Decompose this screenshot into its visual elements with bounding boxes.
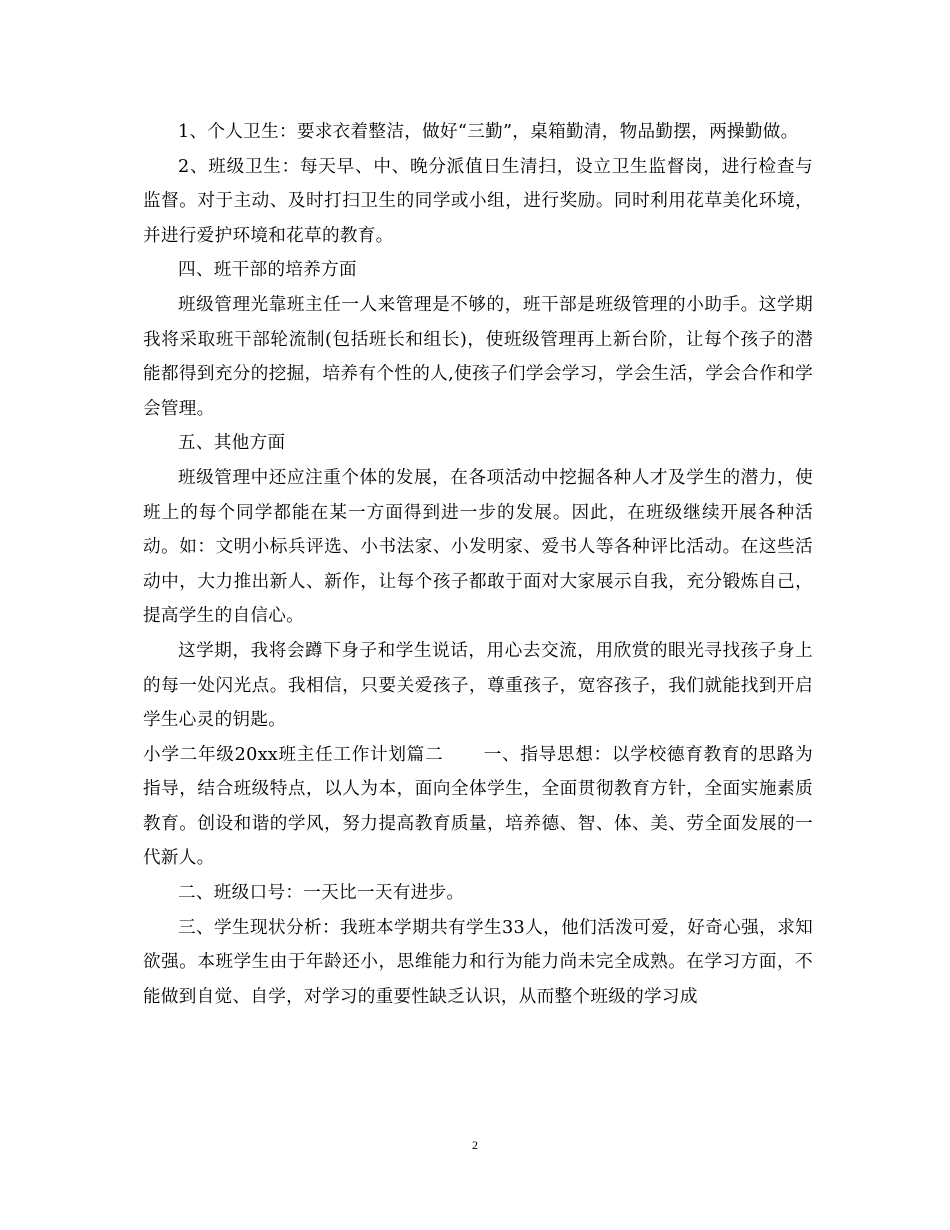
paragraph-class-hygiene: 2、班级卫生：每天早、中、晚分派值日生清扫，设立卫生监督岗，进行检查与监督。对于主动、及时打扫卫生的同学或小组，进行奖励。同时利用花草美化环境，并进行爱护环境和花草的教育。 (143, 156, 813, 246)
paragraph-student-analysis: 三、学生现状分析：我班本学期共有学生33人，他们活泼可爱，好奇心强，求知欲强。本班学生由于年龄还小，思维能力和行为能力尚未完全成熟。在学习方面，不能做到自觉、自学，对学习的重要性缺乏认识，从而整个班级的学习成 (143, 917, 813, 1007)
section-heading-class-cadre: 四、班干部的培养方面 (178, 260, 357, 281)
paragraph-personal-hygiene: 1、个人卫生：要求衣着整洁，做好“三勤”，桌箱勤清，物品勤摆，两操勤做。 (178, 122, 799, 142)
paragraph-plan-two (143, 738, 813, 876)
paragraph-other-aspects: 班级管理中还应注重个体的发展，在各项活动中挖掘各种人才及学生的潜力，使班上的每个同学都能在某一方面得到进一步的发展。因此，在班级继续开展各种活动。如：文明小标兵评选、小书法家、小发明家、爱书人等各种评比活动。在这些活动中，大力推出新人、新作，让每个孩子都敢于面对大家展示自我，充分锻炼自己，提高学生的自信心。 (143, 467, 813, 627)
section-heading-other-aspects: 五、其他方面 (178, 433, 286, 454)
paragraph-class-cadre: 班级管理光靠班主任一人来管理是不够的，班干部是班级管理的小助手。这学期我将采取班干部轮流制(包括班长和组长)，使班级管理再上新台阶，让每个孩子的潜能都得到充分的挖掘，培养有个性的人,使孩子们学会学习，学会生活，学会合作和学会管理。 (143, 294, 813, 419)
plan-two-title: 小学二年级20xx班主任工作计划篇二 (143, 744, 444, 765)
document-body (143, 115, 813, 1014)
page-number: 2 (472, 1138, 478, 1152)
plan-two-guiding-thought: 一、指导思想：以学校德育教育的思路为指导，结合班级特点，以人为本，面向全体学生，全面贯彻教育方针，全面实施素质教育。创设和谐的学风，努力提高教育质量，培养德、智、体、美、劳全面发展的一代新人。 (143, 744, 813, 869)
paragraph-class-slogan: 二、班级口号：一天比一天有进步。 (178, 883, 465, 904)
paragraph-this-semester: 这学期，我将会蹲下身子和学生说话，用心去交流，用欣赏的眼光寻找孩子身上的每一处闪光点。我相信，只要关爱孩子，尊重孩子，宽容孩子，我们就能找到开启学生心灵的钥匙。 (143, 640, 813, 731)
